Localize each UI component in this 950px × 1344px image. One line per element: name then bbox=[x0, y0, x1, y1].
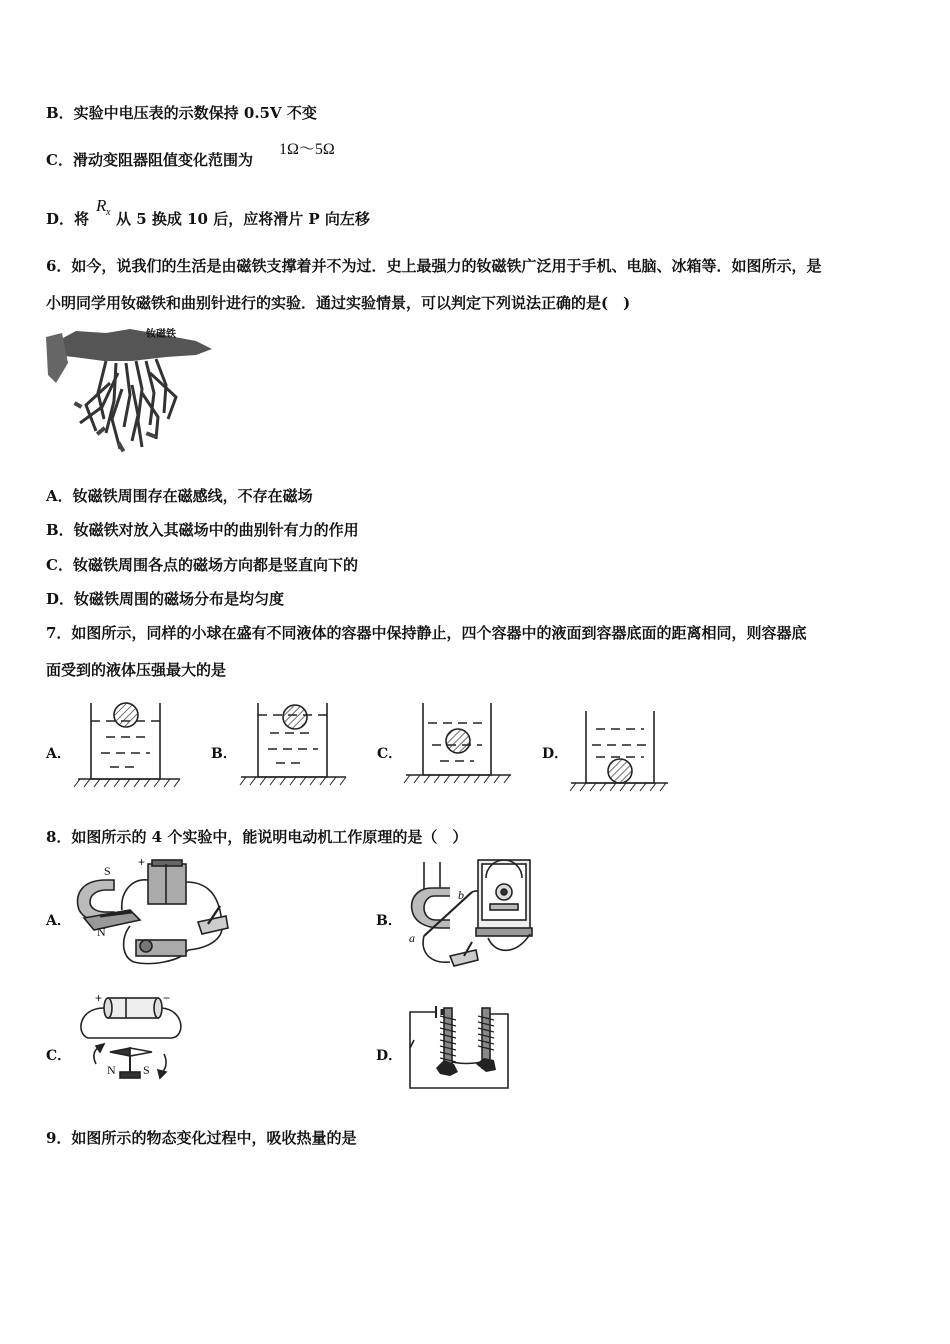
q7-container-a bbox=[74, 703, 180, 787]
q5-option-c-math: 1Ω～5Ω bbox=[279, 141, 335, 158]
q6-stem-line1: 6．如今，说我们的生活是由磁铁支撑着并不为过．史上最强力的钕磁铁广泛用于手机、电脑、冰箱等．如图所示，是 bbox=[46, 257, 822, 275]
q8-b-b-label: b bbox=[458, 888, 464, 902]
q8-b-a-label: a bbox=[409, 931, 415, 945]
q8-label-d: D． bbox=[376, 1048, 403, 1064]
q8-c-n-label: N bbox=[107, 1063, 116, 1077]
q5-option-d-post: 从 5 换成 10 后，应将滑片 P 向左移 bbox=[116, 210, 370, 228]
q6-magnet-figure bbox=[46, 323, 214, 463]
q8-stem: 8．如图所示的 4 个实验中，能说明电动机工作原理的是（ ） bbox=[46, 828, 468, 846]
q8-c-minus-label: − bbox=[163, 991, 171, 1005]
q8-figure-b bbox=[406, 856, 536, 972]
q5-option-b: B．实验中电压表的示数保持 0.5V 不变 bbox=[46, 104, 317, 122]
q7-label-c: C． bbox=[377, 746, 403, 762]
q6-option-b: B．钕磁铁对放入其磁场中的曲别针有力的作用 bbox=[46, 521, 359, 539]
q6-option-a: A．钕磁铁周围存在磁感线，不存在磁场 bbox=[46, 487, 313, 505]
q6-option-d: D．钕磁铁周围的磁场分布是均匀度 bbox=[46, 590, 285, 608]
q5-option-d-sub: x bbox=[106, 207, 111, 218]
q8-c-s-label: S bbox=[143, 1063, 150, 1077]
q7-containers-figure bbox=[0, 695, 700, 800]
q9-stem: 9．如图所示的物态变化过程中，吸收热量的是 bbox=[46, 1129, 357, 1147]
q7-container-b bbox=[240, 703, 346, 785]
q7-stem-line2: 面受到的液体压强最大的是 bbox=[46, 661, 227, 679]
q8-c-plus-label: + bbox=[95, 991, 103, 1005]
q8-figure-a bbox=[70, 858, 235, 970]
q7-container-d bbox=[570, 711, 668, 791]
q8-figure-d bbox=[406, 1002, 512, 1092]
q5-option-d-math: R bbox=[96, 196, 107, 215]
q7-label-a: A． bbox=[46, 746, 71, 762]
q8-a-n-label: N bbox=[97, 925, 106, 939]
q7-label-b: B． bbox=[211, 746, 237, 762]
q8-label-b: B． bbox=[376, 913, 402, 929]
q7-container-c bbox=[404, 703, 511, 783]
q6-stem-line2: 小明同学用钕磁铁和曲别针进行的实验．通过实验情景，可以判定下列说法正确的是( ) bbox=[46, 294, 631, 312]
q7-stem-line1: 7．如图所示，同样的小球在盛有不同液体的容器中保持静止，四个容器中的液面到容器底面的距离相同，则容器底 bbox=[46, 624, 807, 642]
q6-magnet-label: 钕磁铁 bbox=[146, 329, 176, 340]
q8-a-plus-label: + bbox=[138, 855, 146, 869]
q8-label-a: A． bbox=[46, 913, 71, 929]
q8-a-s-label: S bbox=[104, 864, 111, 878]
q6-option-c: C．钕磁铁周围各点的磁场方向都是竖直向下的 bbox=[46, 556, 358, 574]
q5-option-c: C．滑动变阻器阻值变化范围为 bbox=[46, 151, 253, 169]
q7-label-d: D． bbox=[542, 746, 569, 762]
q5-option-d-pre: D．将 bbox=[46, 210, 90, 228]
q8-label-c: C． bbox=[46, 1048, 72, 1064]
